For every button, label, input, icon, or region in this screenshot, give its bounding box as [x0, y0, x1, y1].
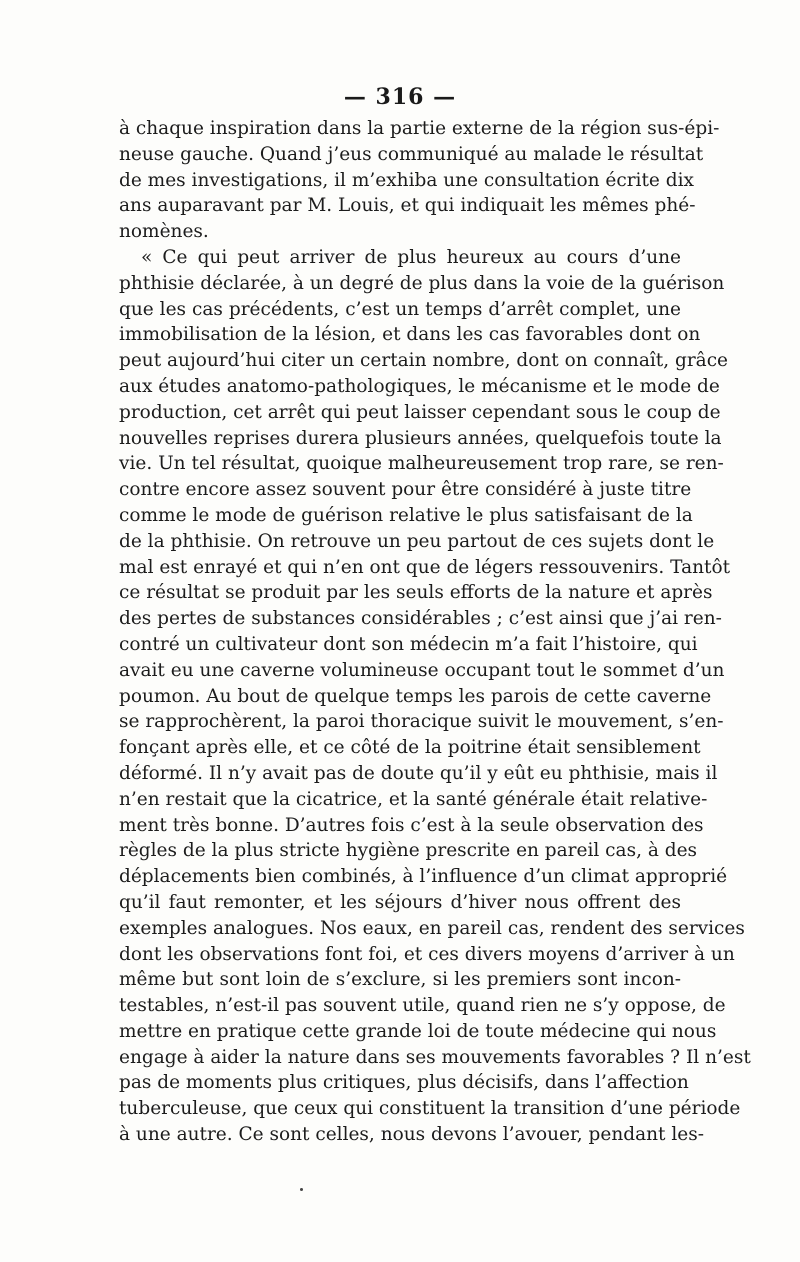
text-line: même but sont loin de s’exclure, si les premiers sont incon- — [119, 969, 681, 991]
text-line: de la phthisie. On retrouve un peu partout de ces sujets dont le — [119, 530, 715, 552]
text-line: mettre en pratique cette grande loi de toute médecine qui nous — [119, 1020, 717, 1042]
text-line: déformé. Il n’y avait pas de doute qu’il y eût eu phthisie, mais il — [119, 762, 718, 784]
text-line: contre encore assez souvent pour être considéré à juste titre — [119, 479, 692, 501]
text-line: neuse gauche. Quand j’eus communiqué au malade le résultat — [119, 143, 704, 165]
text-line: n’en restait que la cicatrice, et la santé générale était relative- — [119, 788, 708, 810]
text-line: avait eu une caverne volumineuse occupant tout le sommet d’un — [119, 659, 725, 681]
text-line: engage à aider la nature dans ses mouvements favorables ? Il n’est — [119, 1046, 751, 1068]
text-line: de mes investigations, il m’exhiba une consultation écrite dix — [119, 169, 694, 191]
body-text — [119, 116, 751, 1148]
text-line: que les cas précédents, c’est un temps d’arrêt complet, une — [119, 298, 681, 320]
text-line: mal est enrayé et qui n’en ont que de légers ressouvenirs. Tantôt — [119, 556, 731, 578]
text-line: contré un cultivateur dont son médecin m’a fait l’histoire, qui — [119, 633, 698, 655]
text-line: nomènes. — [119, 221, 209, 243]
text-line: aux études anatomo-pathologiques, le mécanisme et le mode de — [119, 375, 720, 397]
text-line: dont les observations font foi, et ces divers moyens d’arriver à un — [119, 943, 735, 965]
text-line: règles de la plus stricte hygiène prescrite en pareil cas, à des — [119, 840, 698, 862]
text-line: déplacements bien combinés, à l’influence d’un climat approprié — [119, 866, 728, 888]
text-line: fonçant après elle, et ce côté de la poitrine était sensiblement — [119, 737, 701, 759]
text-line: « Ce qui peut arriver de plus heureux au cours d’une — [141, 246, 681, 268]
text-line: vie. Un tel résultat, quoique malheureusement trop rare, se ren- — [119, 453, 724, 475]
text-line: qu’il faut remonter, et les séjours d’hiver nous offrent des — [119, 891, 681, 913]
page-number: — 316 — — [343, 84, 457, 110]
ink-speck — [300, 1188, 303, 1191]
text-line: se rapprochèrent, la paroi thoracique suivit le mouvement, s’en- — [119, 711, 724, 733]
text-line: pas de moments plus critiques, plus décisifs, dans l’affection — [119, 1072, 689, 1094]
text-line: tuberculeuse, que ceux qui constituent la transition d’une période — [119, 1098, 741, 1120]
text-line: comme le mode de guérison relative le plus satisfaisant de la — [119, 504, 693, 526]
text-line: poumon. Au bout de quelque temps les parois de cette caverne — [119, 685, 712, 707]
text-line: à chaque inspiration dans la partie externe de la région sus-épi- — [119, 118, 720, 139]
text-line: testables, n’est-il pas souvent utile, quand rien ne s’y oppose, de — [119, 995, 726, 1017]
text-line: phthisie déclarée, à un degré de plus dans la voie de la guérison — [119, 272, 725, 294]
text-line: ans auparavant par M. Louis, et qui indiquait les mêmes phé- — [119, 195, 696, 217]
text-line: production, cet arrêt qui peut laisser cependant sous le coup de — [119, 401, 721, 423]
text-line: immobilisation de la lésion, et dans les cas favorables dont on — [119, 324, 701, 346]
text-line: ce résultat se produit par les seuls efforts de la nature et après — [119, 582, 713, 604]
text-line: des pertes de substances considérables ; c’est ainsi que j’ai ren- — [119, 608, 722, 630]
text-line: exemples analogues. Nos eaux, en pareil cas, rendent des services — [119, 917, 745, 939]
text-line: à une autre. Ce sont celles, nous devons l’avouer, pendant les- — [119, 1124, 704, 1146]
text-line: nouvelles reprises durera plusieurs années, quelquefois toute la — [119, 427, 722, 449]
text-line: ment très bonne. D’autres fois c’est à la seule observation des — [119, 814, 704, 836]
text-line: peut aujourd’hui citer un certain nombre, dont on connaît, grâce — [119, 350, 729, 372]
